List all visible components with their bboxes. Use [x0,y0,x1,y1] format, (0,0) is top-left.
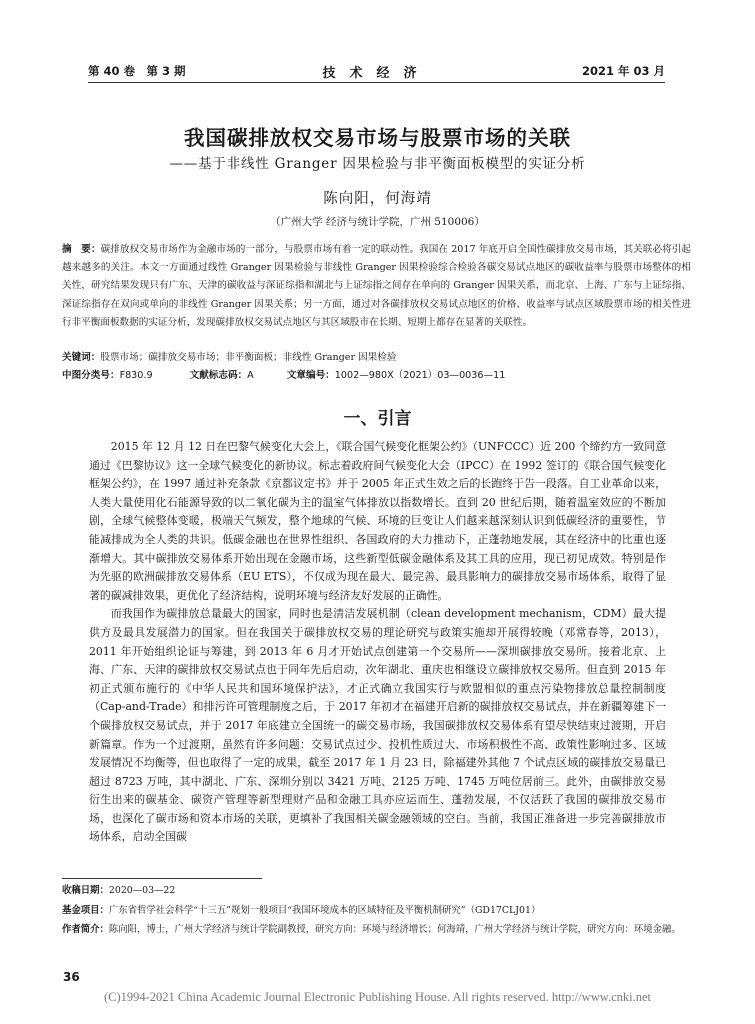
received-date [62,882,691,900]
fund-value: 广东省哲学社会科学“十三五”规划一般项目“我国环境成本的区域特征及平衡机制研究”（GD17CLJ01） [108,905,541,916]
author-bio-value: 陈向阳，博士，广州大学经济与统计学院副教授，研究方向：环境与经济增长；何海靖，广州大学经济与统计学院，研究方向：环境金融。 [108,924,681,935]
keywords-text: 股票市场；碳排放交易市场；非平衡面板；非线性 Granger 因果检验 [100,352,397,363]
clc-label: 中图分类号： [62,370,120,381]
keywords-label: 关键词： [62,352,101,363]
paragraph-1: 2015 年 12 月 12 日在巴黎气候变化大会上，《联合国气候变化框架公约》（UNFCCC）近 200 个缔约方一致同意通过《巴黎协议》这一全球气候变化的新协议。标志着政府间气候变化大会（IPCC）在 1992 签订的《联合国气候变化框架公约》，在 1997 通过补充条款《京都议定书》并于 2005 年正式生效之后的长跑终于告一段落。自工业革命以来，人类大量使用化石能源导致的以二氧化碳为主的温室气体排放以指数增长。直到 20 世纪后期，随着温室效应的不断加剧，全球气候整体变暖，极端天气频发，整个地球的气候、环境的巨变让人们越来越深刻认识到低碳经济的重要性，节能减排成为全人类的共识。低碳金融也在世界性组织、各国政府的大力推动下，正蓬勃地发展，其在经济中的比重也逐渐增大。其中碳排放交易体系开始出现在金融市场，这些新型低碳金融体系及其工具的应用，现已初见成效。特别是作为先驱的欧洲碳排放交易体系（EU ETS），不仅成为现在最大、最完善、最具影响力的碳排放交易市场体系，取得了显著的碳减排效果，更优化了经济结构，说明环境与经济友好发展的正确性。 [89,440,666,602]
affiliation: （广州大学 经济与统计学院，广州 510006） [270,216,485,228]
article-title: 我国碳排放权交易市场与股票市场的关联 [184,126,571,150]
page-number: 36 [63,970,80,984]
running-header [88,62,665,83]
volume-issue: 第 40 卷 第 3 期 [88,64,186,78]
abstract-text: 碳排放权交易市场作为金融市场的一部分，与股票市场有着一定的联动性。我国在 2017 年底开启全国性碳排放交易市场，其关联必将引起越来越多的关注。本文一方面通过线性 Granger 因果检验与非线性 Granger 因果检验综合检验各碳交易试点地区的碳收益率与股票市场整体的相关性，研究结果发现只有广东、天津的碳收益与深证综指和湖北与上证综指之间存在单向的 Granger 因果关系，而北京、上海、广东与上证综指、深证综指存在双向或单向的非线性 Granger 因果关系；另一方面，通过对各碳排放权交易试点地区的价格、收益率与试点区域股票市场的相关性进行非平衡面板数据的实证分析，发现碳排放权交易试点地区与其区域股市在长期、短期上都存在显著的关联性。 [62,244,691,328]
footnote-divider [62,878,262,879]
authors: 陈向阳，何海靖 [323,191,432,207]
article-no-label: 文章编号： [286,370,335,381]
article-subtitle: ——基于非线性 Granger 因果检验与非平衡面板模型的实证分析 [169,156,586,172]
abstract-label: 摘 要： [62,244,101,255]
keywords [62,349,691,363]
copyright-watermark: (C)1994-2021 China Academic Journal Electronic Publishing House. All rights reserved. http://www.cnki.net [103,990,651,1004]
issue-date: 2021 年 03 月 [581,64,665,78]
fund-project [62,902,691,920]
paragraph-2: 而我国作为碳排放总量最大的国家，同时也是清洁发展机制（clean development mechanism，CDM）最大提供方及最具发展潜力的国家。但在我国关于碳排放权交易的理论研究与政策实施却开展得较晚（邓常春等，2013），2011 年开始组织论证与筹建，到 2013 年 6 月才开始试点创建第一个交易所——深圳碳排放交易所。接着北京、上海、广东、天津的碳排放权交易试点也于同年先后启动，次年湖北、重庆也相继设立碳排放权交易所。但直到 2015 年初正式颁布施行的《中华人民共和国环境保护法》，才正式确立我国实行与欧盟相似的重点污染物排放总量控制制度（Cap-and-Trade）和排污许可管理制度之后，于 2017 年初才在福建开启新的碳排放权交易试点，并在新疆筹建下一个碳排放权交易试点，并于 2017 年底建立全国统一的碳交易市场，我国碳排放权交易体系有望尽快结束过渡期，开启新篇章。作为一个过渡期，虽然有许多问题：交易试点过少、投机性质过大、市场积极性不高、政策性影响过多、区域发展情况不均衡等，但也取得了一定的成果，截至 2017 年 1 月 23 日，除福建外其他 7 个试点区域的碳排放交易量已超过 8723 万吨，其中湖北、广东、深圳分别以 3421 万吨、2125 万吨、1745 万吨位居前三。此外，由碳排放交易衍生出来的碳基金、碳资产管理等新型理财产品和金融工具亦应运而生、蓬勃发展，不仅活跃了我国的碳排放交易市场，也深化了碳市场和资本市场的关联，更填补了我国相关碳金融领域的空白。当前，我国正准备进一步完善碳排放市场体系，启动全国碳 [89,607,666,844]
classification-line [62,367,691,381]
body-text [89,438,666,847]
article-no-value: 1002—980X（2021）03—0036—11 [334,370,506,381]
received-label: 收稿日期： [62,885,109,896]
fund-label: 基金项目： [62,905,109,916]
author-bio [62,921,691,939]
clc-value: F830.9 [119,370,153,381]
doc-code-value: A [247,370,254,381]
doc-code-label: 文献标志码： [189,370,248,381]
abstract [62,241,691,332]
received-value: 2020—03—22 [108,885,176,896]
section-heading: 一、引言 [343,409,412,429]
author-bio-label: 作者简介： [62,924,109,935]
journal-name: 技术经济 [322,66,431,81]
